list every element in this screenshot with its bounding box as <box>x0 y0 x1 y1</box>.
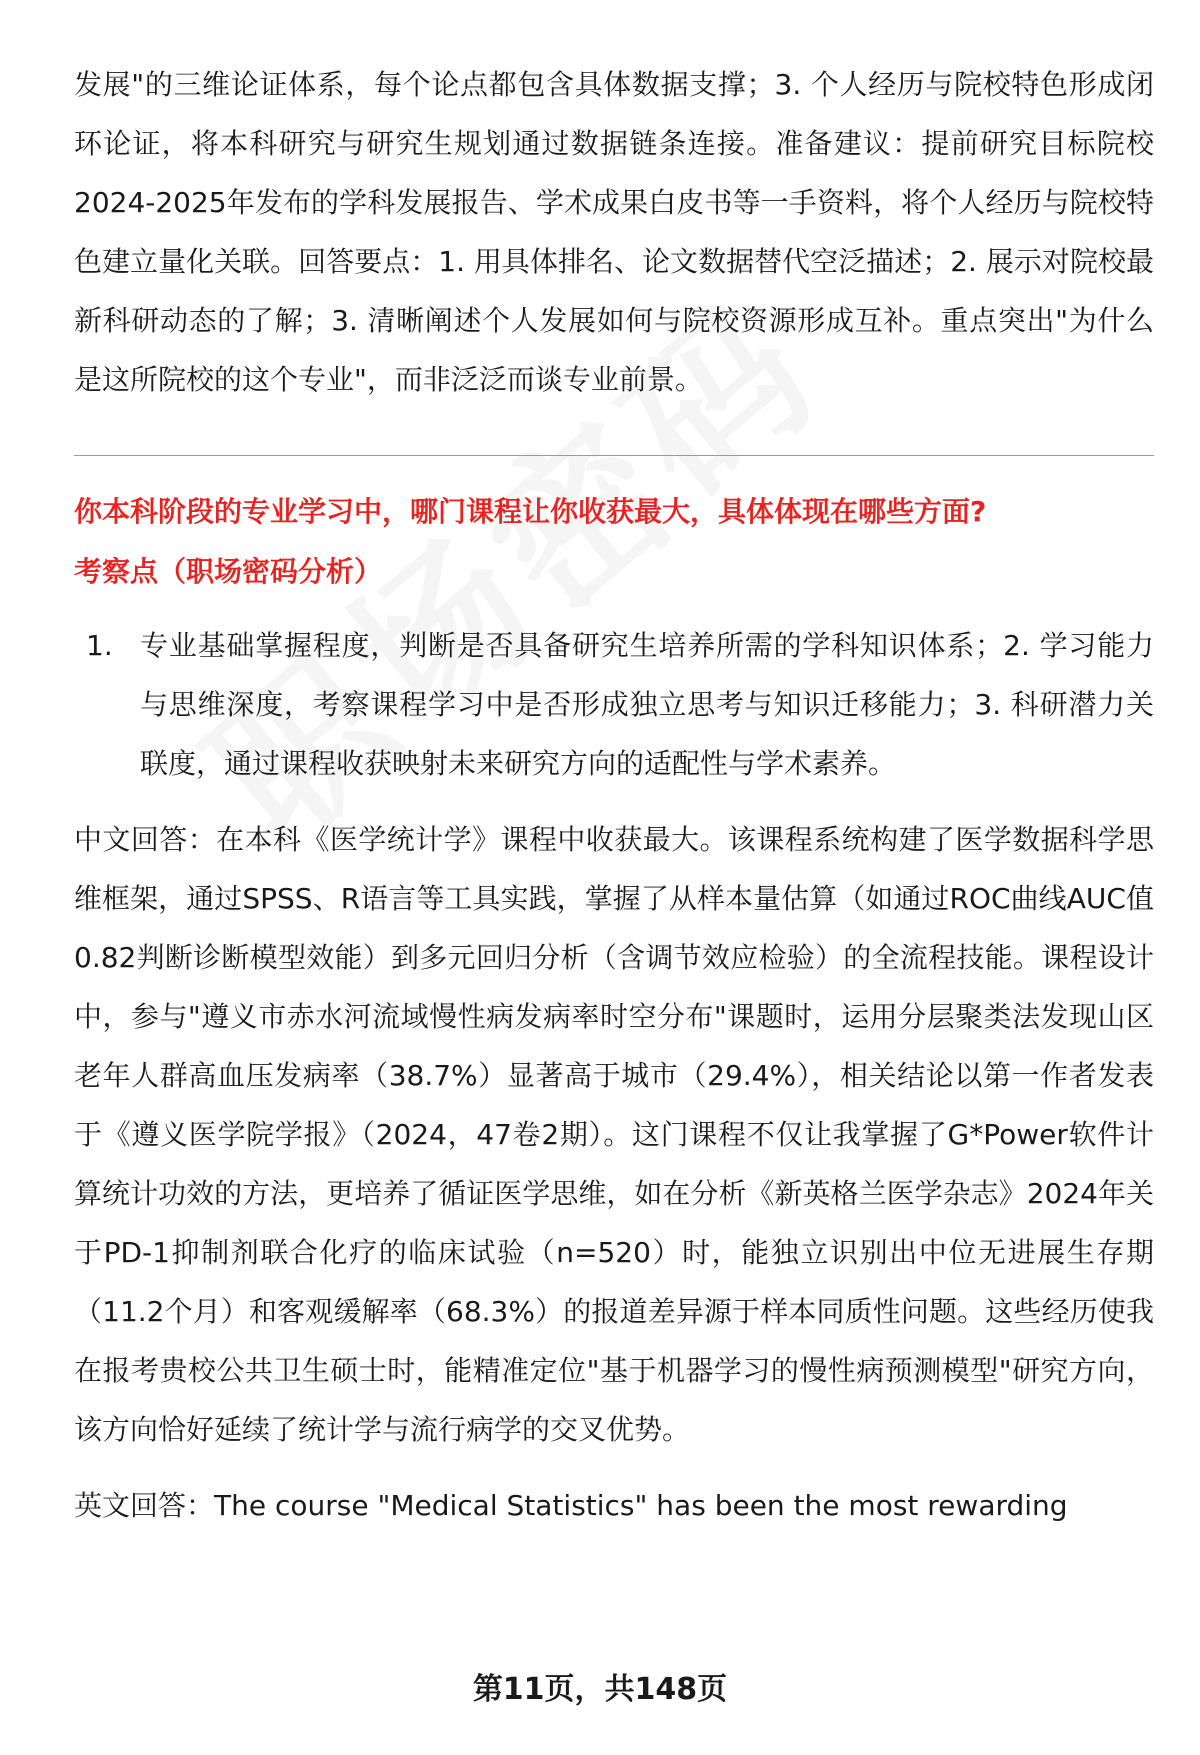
intro-paragraph: 发展"的三维论证体系，每个论点都包含具体数据支撑；3. 个人经历与院校特色形成闭环论证，将本科研究与研究生规划通过数据链条连接。准备建议：提前研究目标院校2024-2025年发布的学科发展报告、学术成果白皮书等一手资料，将个人经历与院校特色建立量化关联。回答要点：1. 用具体排名、论文数据替代空泛描述；2. 展示对院校最新科研动态的了解；3. 清晰阐述个人发展如何与院校资源形成互补。重点突出"为什么是这所院校的这个专业"，而非泛泛而谈专业前景。 <box>74 68 1154 396</box>
list-item-text: 专业基础掌握程度，判断是否具备研究生培养所需的学科知识体系；2. 学习能力与思维深度，考察课程学习中是否形成独立思考与知识迁移能力；3. 科研潜力关联度，通过课程收获映射未来研究方向的适配性与学术素养。 <box>140 629 1154 780</box>
exam-points-title: 考察点（职场密码分析） <box>74 555 383 588</box>
page-number-footer: 第11页，共148页 <box>472 1672 728 1707</box>
chinese-answer-paragraph: 中文回答：在本科《医学统计学》课程中收获最大。该课程系统构建了医学数据科学思维框架，通过SPSS、R语言等工具实践，掌握了从样本量估算（如通过ROC曲线AUC值0.82判断诊断模型效能）到多元回归分析（含调节效应检验）的全流程技能。课程设计中，参与"遵义市赤水河流域慢性病发病率时空分布"课题时，运用分层聚类法发现山区老年人群高血压发病率（38.7%）显著高于城市（29.4%），相关结论以第一作者发表于《遵义医学院学报》（2024，47卷2期）。这门课程不仅让我掌握了G*Power软件计算统计功效的方法，更培养了循证医学思维，如在分析《新英格兰医学杂志》2024年关于PD-1抑制剂联合化疗的临床试验（n=520）时，能独立识别出中位无进展生存期（11.2个月）和客观缓解率（68.3%）的报道差异源于样本同质性问题。这些经历使我在报考贵校公共卫生硕士时，能精准定位"基于机器学习的慢性病预测模型"研究方向，该方向恰好延续了统计学与流行病学的交叉优势。 <box>74 823 1154 1446</box>
english-answer-paragraph: 英文回答：The course "Medical Statistics" has been the most rewarding <box>74 1489 1068 1522</box>
section-divider <box>74 455 1154 456</box>
list-item-number: 1. <box>86 629 113 662</box>
exam-point-list-item <box>86 616 1154 793</box>
question-heading: 你本科阶段的专业学习中，哪门课程让你收获最大，具体体现在哪些方面? <box>74 495 987 528</box>
document-body <box>74 55 1154 1535</box>
